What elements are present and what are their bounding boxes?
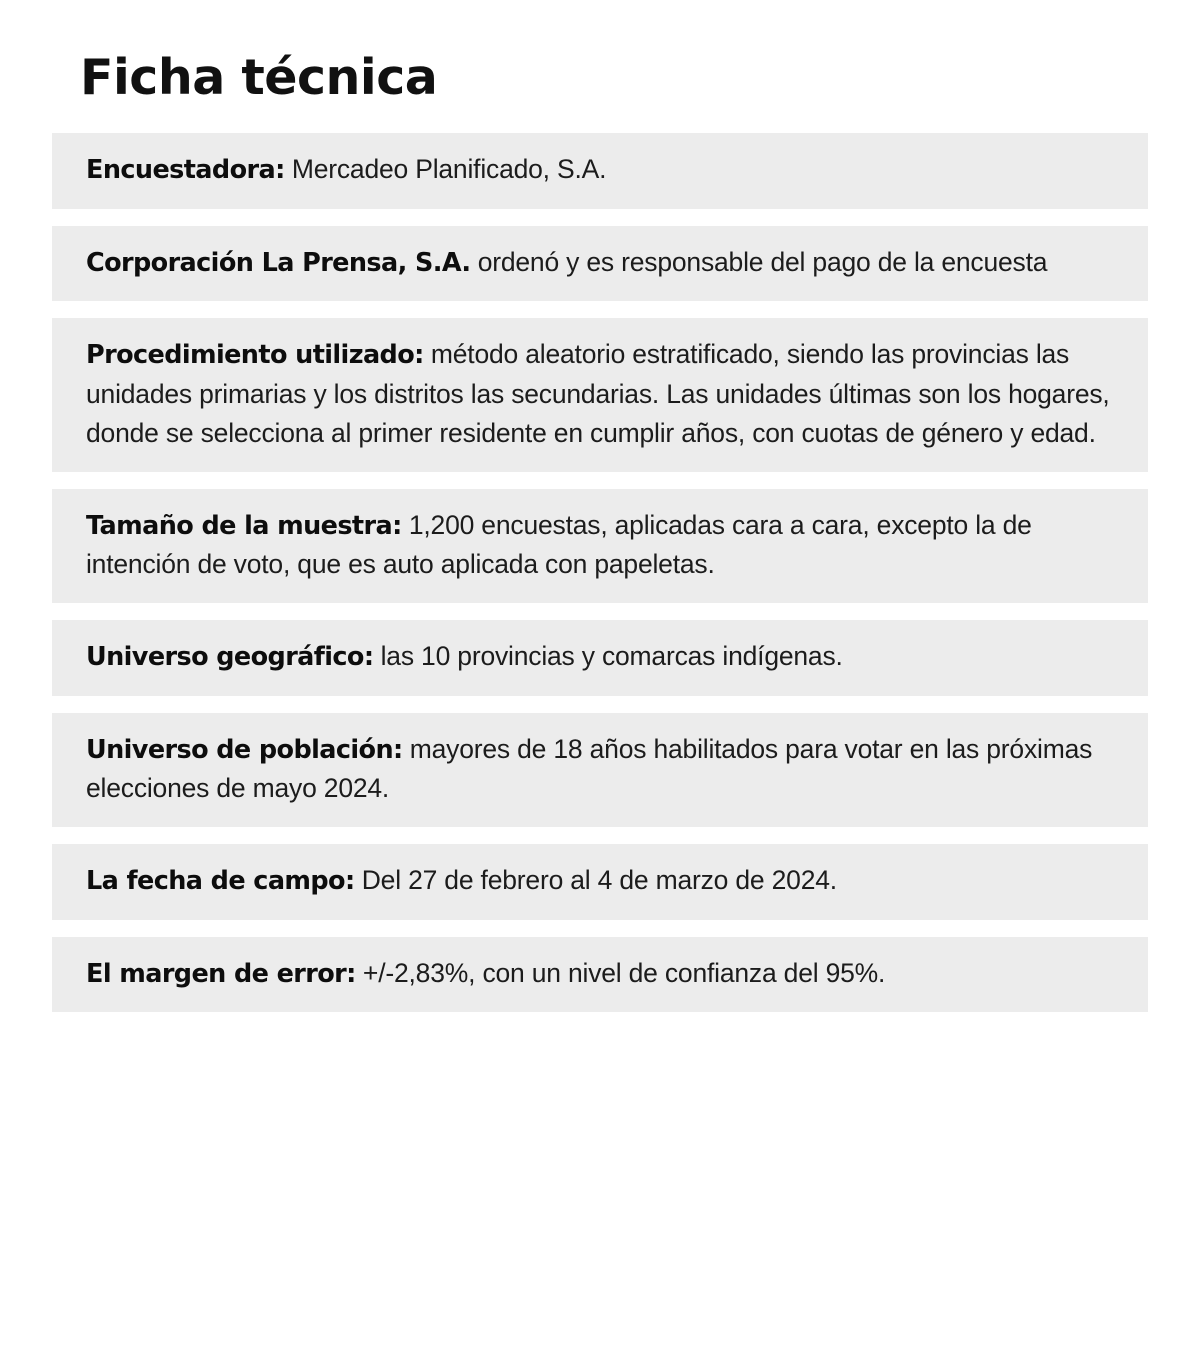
list-item	[52, 226, 1148, 301]
field-value: 1,200 encuestas, aplicadas cara a cara, excepto la de intención de voto, que es auto aplicada con papeletas.	[86, 509, 1032, 580]
field-value: +/-2,83%, con un nivel de confianza del 95%.	[355, 957, 886, 988]
page-title: Ficha técnica	[80, 49, 438, 106]
list-item	[52, 318, 1148, 471]
fact-list	[52, 133, 1148, 1012]
field-label: Encuestadora:	[86, 155, 285, 186]
list-item	[52, 489, 1148, 603]
list-item	[52, 937, 1148, 1012]
field-value: Del 27 de febrero al 4 de marzo de 2024.	[354, 865, 837, 896]
field-label: Universo de población:	[86, 734, 403, 765]
field-value: método aleatorio estratificado, siendo las provincias las unidades primarias y los distritos las secundarias. Las unidades últimas son los hogares, donde se selecciona al primer residente en cumplir años, con cuotas de género y edad.	[86, 339, 1110, 448]
field-value: las 10 provincias y comarcas indígenas.	[373, 641, 843, 672]
field-label: Universo geográfico:	[86, 642, 374, 673]
field-label: El margen de error:	[86, 958, 356, 989]
list-item	[52, 620, 1148, 695]
field-value: mayores de 18 años habilitados para votar en las próximas elecciones de mayo 2024.	[86, 733, 1093, 804]
field-value: Mercadeo Planificado, S.A.	[284, 154, 607, 185]
field-label: Procedimiento utilizado:	[86, 340, 424, 371]
field-label: Corporación La Prensa, S.A.	[86, 247, 471, 278]
list-item	[52, 844, 1148, 919]
field-label: La fecha de campo:	[86, 866, 355, 897]
field-label: Tamaño de la muestra:	[86, 510, 402, 541]
list-item	[52, 713, 1148, 827]
list-item	[52, 133, 1148, 208]
field-value: ordenó y es responsable del pago de la encuesta	[470, 246, 1048, 277]
